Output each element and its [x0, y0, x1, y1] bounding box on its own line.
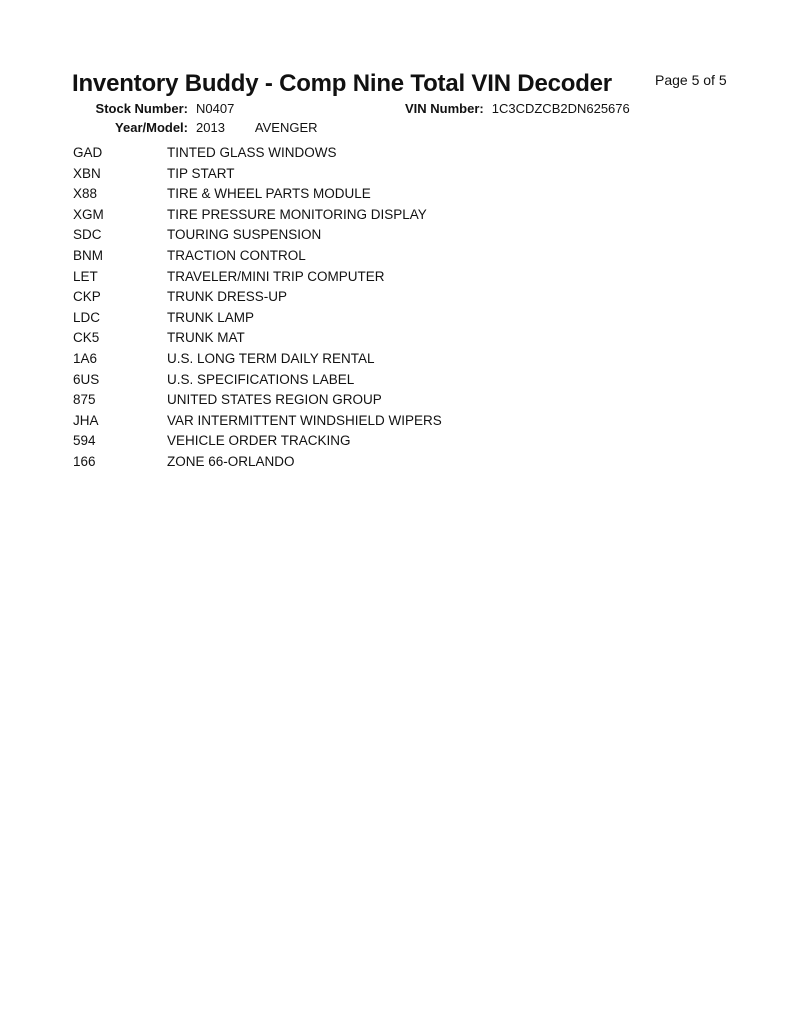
list-item [73, 372, 442, 393]
option-code: 6US [73, 371, 100, 387]
option-code: 875 [73, 392, 96, 408]
list-item [73, 207, 442, 228]
vin-number-label: VIN Number: [405, 101, 484, 116]
list-item [73, 248, 442, 269]
option-code: GAD [73, 145, 103, 160]
option-description: TRACTION CONTROL [167, 247, 306, 263]
option-code: SDC [73, 227, 102, 243]
year-model-label: Year/Model: [115, 120, 188, 135]
year-model-row [0, 120, 318, 135]
page-number: Page 5 of 5 [655, 72, 727, 88]
option-description: VAR INTERMITTENT WINDSHIELD WIPERS [167, 412, 442, 428]
option-description: TRUNK LAMP [167, 309, 255, 325]
option-description: TRUNK DRESS-UP [167, 289, 288, 305]
option-description: ZONE 66-ORLANDO [167, 453, 295, 469]
list-item [73, 433, 442, 454]
option-code: JHA [73, 412, 99, 428]
option-description: TIRE & WHEEL PARTS MODULE [167, 186, 371, 202]
list-item [73, 454, 442, 475]
option-description: TINTED GLASS WINDOWS [167, 145, 337, 160]
option-code: 1A6 [73, 350, 98, 366]
list-item [73, 351, 442, 372]
option-description: TIP START [167, 165, 235, 181]
option-code: LDC [73, 309, 101, 325]
option-code: X88 [73, 186, 98, 202]
list-item [73, 392, 442, 413]
option-code: CK5 [73, 330, 100, 346]
list-item [73, 289, 442, 310]
option-description: TIRE PRESSURE MONITORING DISPLAY [167, 206, 427, 222]
stock-number-row [0, 101, 234, 116]
list-item [73, 186, 442, 207]
option-code: 166 [73, 453, 96, 469]
option-description: U.S. SPECIFICATIONS LABEL [167, 371, 355, 387]
option-description: UNITED STATES REGION GROUP [167, 392, 382, 408]
option-description: TOURING SUSPENSION [167, 227, 322, 243]
list-item [73, 269, 442, 290]
option-code: LET [73, 268, 98, 284]
list-item [73, 413, 442, 434]
option-description: U.S. LONG TERM DAILY RENTAL [167, 350, 375, 366]
stock-number-value: N0407 [196, 101, 235, 116]
list-item [73, 166, 442, 187]
option-description: TRAVELER/MINI TRIP COMPUTER [167, 268, 385, 284]
list-item [73, 227, 442, 248]
vin-number-value: 1C3CDZCB2DN625676 [491, 101, 630, 116]
list-item [73, 330, 442, 351]
option-description: VEHICLE ORDER TRACKING [167, 433, 351, 449]
page-title: Inventory Buddy - Comp Nine Total VIN Decoder [72, 70, 612, 97]
option-code: XBN [73, 165, 101, 181]
year-value: 2013 [196, 120, 225, 135]
model-value: AVENGER [254, 120, 318, 135]
vin-number-row [405, 101, 630, 116]
stock-number-label: Stock Number: [95, 101, 188, 116]
list-item [73, 310, 442, 331]
option-code: 594 [73, 433, 96, 449]
list-item [73, 145, 442, 166]
option-code-list [73, 145, 442, 475]
option-code: BNM [73, 247, 103, 263]
option-code: CKP [73, 289, 101, 305]
option-description: TRUNK MAT [167, 330, 245, 346]
option-code: XGM [73, 206, 104, 222]
